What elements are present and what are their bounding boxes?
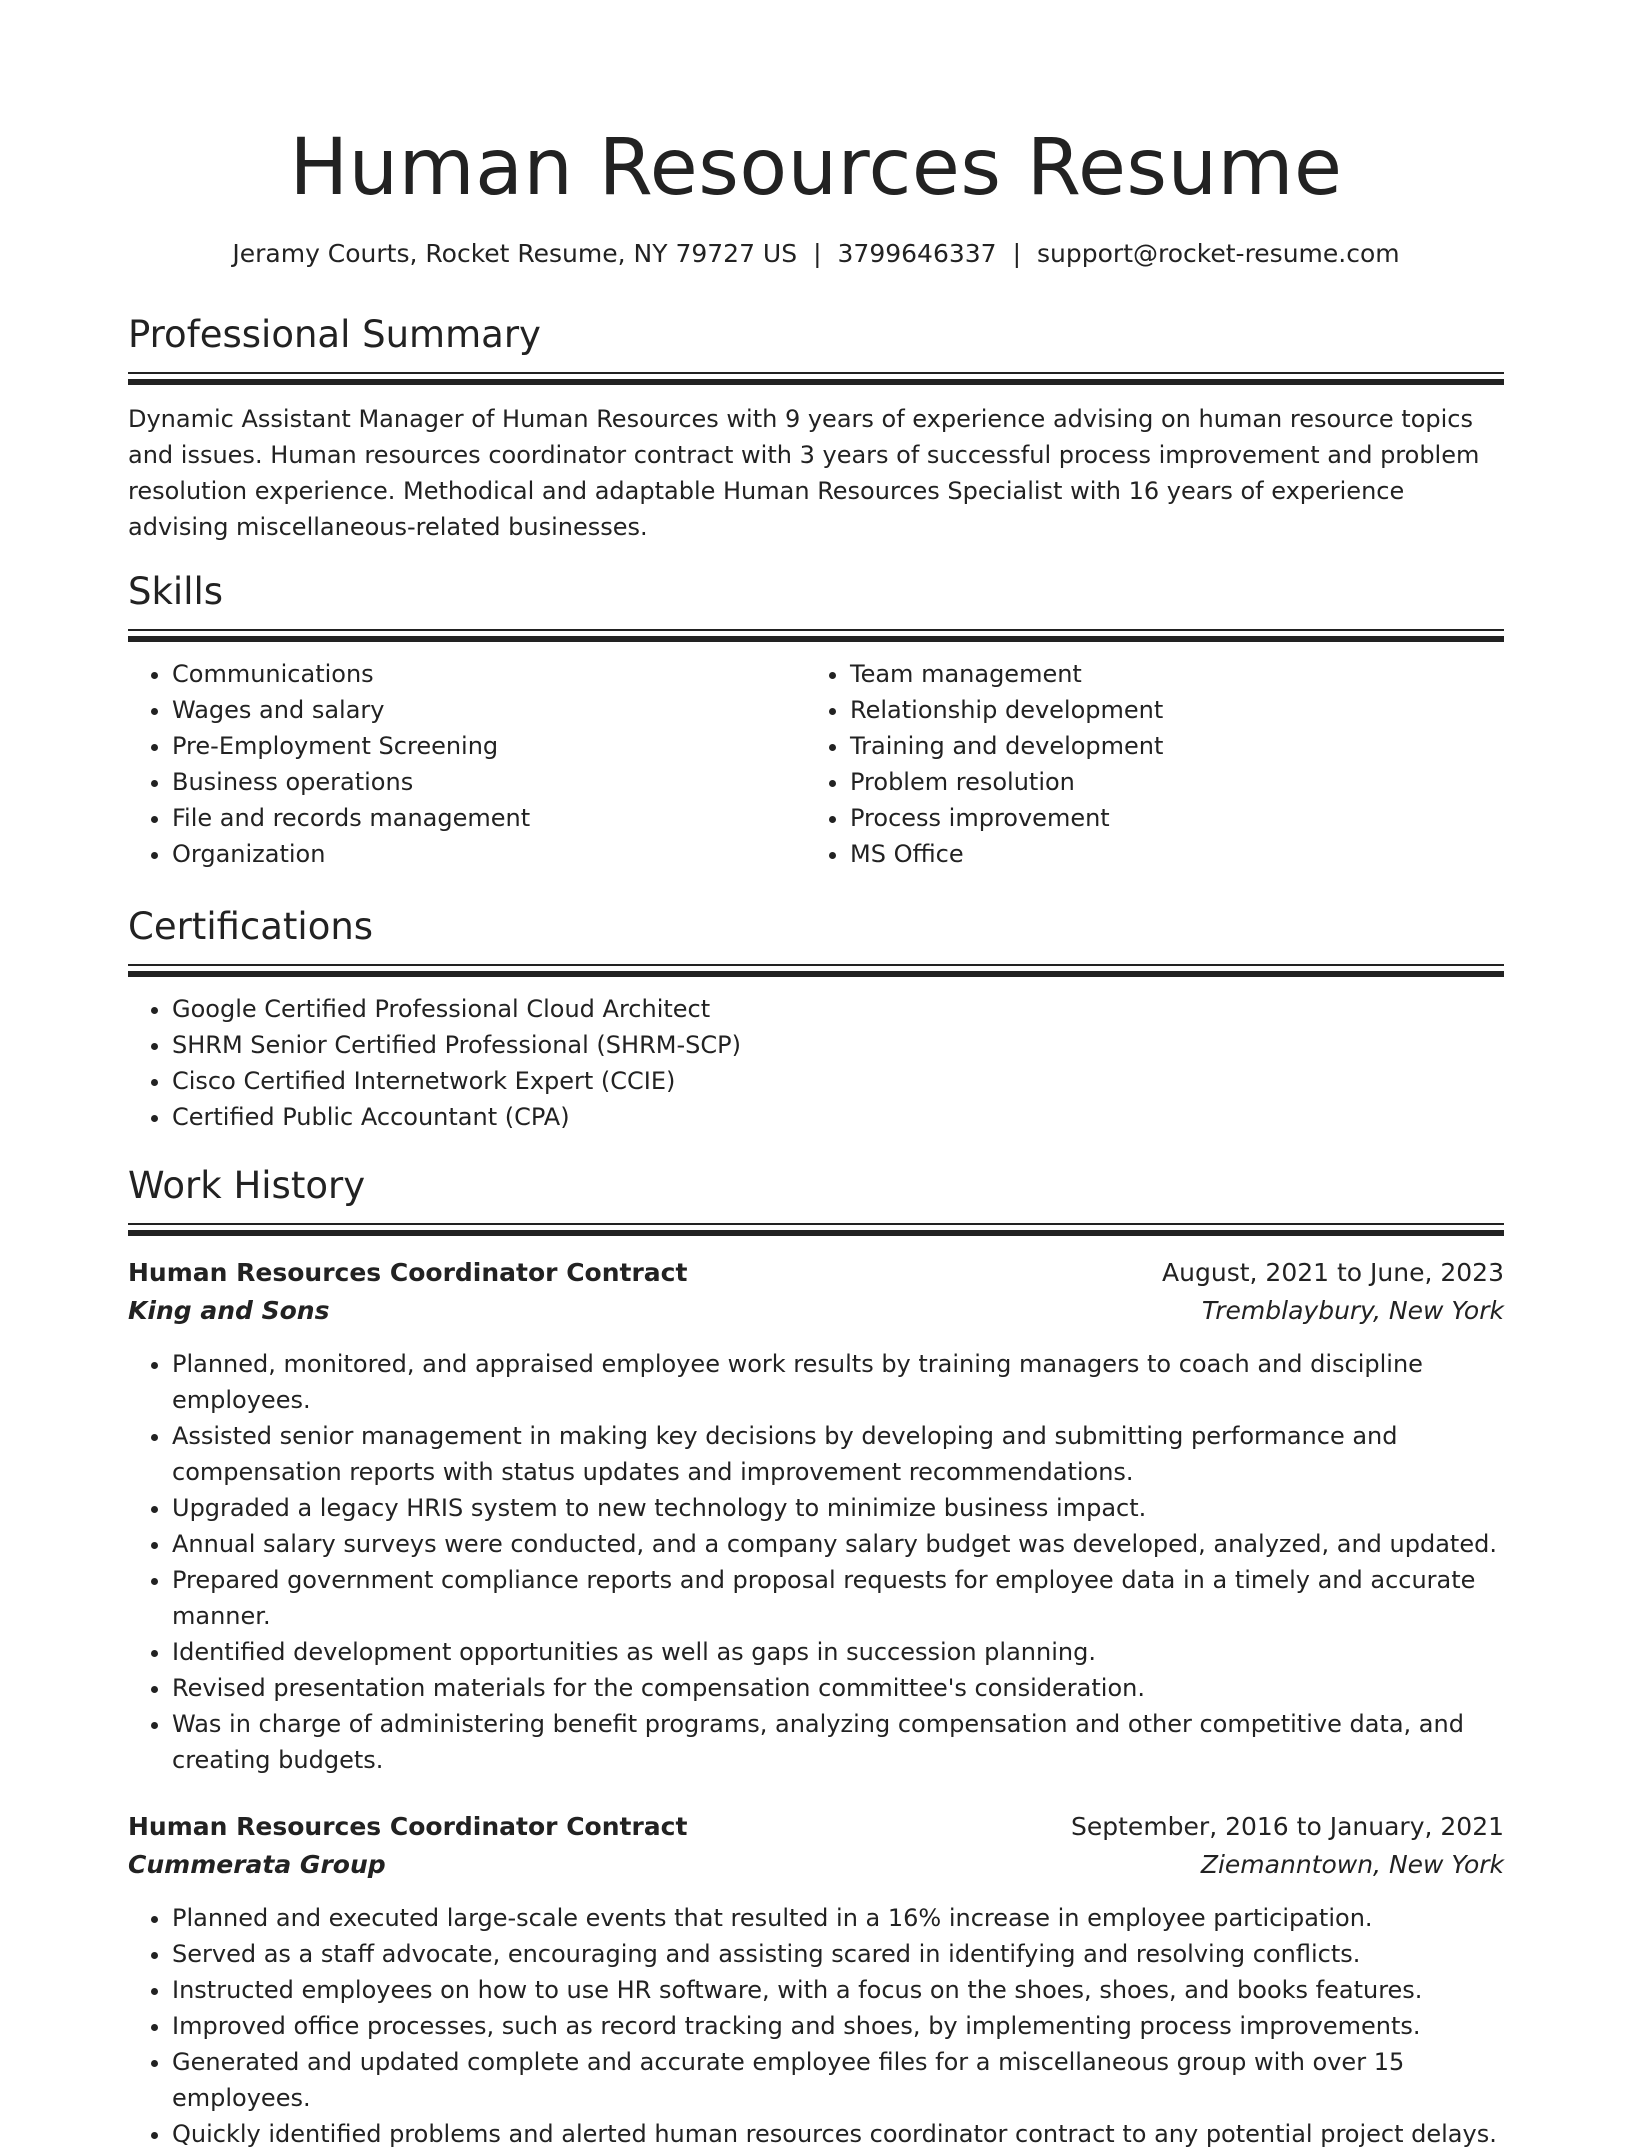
contact-separator: | bbox=[813, 239, 822, 268]
section-heading-skills: Skills bbox=[128, 570, 224, 613]
skill-item: • Relationship development bbox=[850, 692, 1484, 728]
resume-page bbox=[128, 0, 1504, 2152]
job-bullets bbox=[128, 1900, 1504, 2152]
skill-item: • Training and development bbox=[850, 728, 1484, 764]
job-bullet: • Annual salary surveys were conducted, and a company salary budget was developed, analyzed, and updated. bbox=[172, 1526, 1504, 1562]
job-entry bbox=[128, 1808, 1504, 2152]
contact-email: support@rocket-resume.com bbox=[1037, 239, 1400, 268]
job-title: Human Resources Coordinator Contract bbox=[128, 1258, 688, 1287]
skill-item: • Business operations bbox=[172, 764, 806, 800]
job-bullet: • Upgraded a legacy HRIS system to new technology to minimize business impact. bbox=[172, 1490, 1504, 1526]
skill-item: • MS Office bbox=[850, 836, 1484, 872]
skill-item: • File and records management bbox=[172, 800, 806, 836]
job-title: Human Resources Coordinator Contract bbox=[128, 1812, 688, 1841]
skill-item: • Organization bbox=[172, 836, 806, 872]
job-company: Cummerata Group bbox=[128, 1850, 386, 1879]
job-dates: September, 2016 to January, 2021 bbox=[1071, 1812, 1504, 1841]
job-bullet: • Served as a staff advocate, encouraging and assisting scared in identifying and resolving conflicts. bbox=[172, 1936, 1504, 1972]
skill-item: • Problem resolution bbox=[850, 764, 1484, 800]
certifications-section bbox=[128, 902, 1504, 1135]
job-bullet: • Improved office processes, such as record tracking and shoes, by implementing process improvements. bbox=[172, 2008, 1504, 2044]
job-dates: August, 2021 to June, 2023 bbox=[1162, 1258, 1504, 1287]
contact-line bbox=[128, 236, 1504, 272]
job-bullet: • Generated and updated complete and accurate employee files for a miscellaneous group with over 15 employees. bbox=[172, 2044, 1504, 2116]
skill-item: • Wages and salary bbox=[172, 692, 806, 728]
job-bullet: • Identified development opportunities as well as gaps in succession planning. bbox=[172, 1634, 1504, 1670]
summary-section bbox=[128, 310, 1504, 545]
skills-column-left bbox=[128, 656, 806, 872]
job-location: Tremblaybury, New York bbox=[1201, 1296, 1504, 1325]
work-history-section bbox=[128, 1161, 1504, 2152]
skills-section bbox=[128, 567, 1504, 872]
job-bullet: • Quickly identified problems and alerted human resources coordinator contract to any potential project delays. bbox=[172, 2116, 1504, 2152]
contact-address: Jeramy Courts, Rocket Resume, NY 79727 US bbox=[232, 239, 798, 268]
skill-item: • Team management bbox=[850, 656, 1484, 692]
section-heading-work-history: Work History bbox=[128, 1164, 366, 1207]
job-bullet: • Instructed employees on how to use HR software, with a focus on the shoes, shoes, and books features. bbox=[172, 1972, 1504, 2008]
job-bullet: • Was in charge of administering benefit programs, analyzing compensation and other competitive data, and creating budgets. bbox=[172, 1706, 1504, 1778]
section-divider bbox=[128, 964, 1504, 977]
certification-item: • Google Certified Professional Cloud Architect bbox=[172, 991, 1504, 1027]
job-bullet: • Assisted senior management in making key decisions by developing and submitting performance and compensation reports with status updates and improvement recommendations. bbox=[172, 1418, 1504, 1490]
certification-item: • Certified Public Accountant (CPA) bbox=[172, 1099, 1504, 1135]
section-divider bbox=[128, 629, 1504, 642]
job-subheader bbox=[128, 1846, 1504, 1884]
resume-title: Human Resources Resume bbox=[289, 123, 1343, 213]
skill-item: • Process improvement bbox=[850, 800, 1484, 836]
contact-phone: 3799646337 bbox=[837, 239, 997, 268]
job-subheader bbox=[128, 1292, 1504, 1330]
skill-item: • Communications bbox=[172, 656, 806, 692]
certification-item: • Cisco Certified Internetwork Expert (CCIE) bbox=[172, 1063, 1504, 1099]
section-heading-summary: Professional Summary bbox=[128, 313, 541, 356]
job-bullet: • Planned and executed large-scale events that resulted in a 16% increase in employee participation. bbox=[172, 1900, 1504, 1936]
skill-item: • Pre-Employment Screening bbox=[172, 728, 806, 764]
job-bullets bbox=[128, 1346, 1504, 1778]
job-header bbox=[128, 1254, 1504, 1292]
certifications-list bbox=[128, 991, 1504, 1135]
job-bullet: • Prepared government compliance reports and proposal requests for employee data in a timely and accurate manner. bbox=[172, 1562, 1504, 1634]
skills-column-right bbox=[806, 656, 1484, 872]
job-entry bbox=[128, 1254, 1504, 1778]
section-heading-certifications: Certifications bbox=[128, 905, 374, 948]
section-divider bbox=[128, 372, 1504, 385]
section-divider bbox=[128, 1223, 1504, 1236]
job-header bbox=[128, 1808, 1504, 1846]
skills-columns bbox=[128, 656, 1504, 872]
job-company: King and Sons bbox=[128, 1296, 330, 1325]
certification-item: • SHRM Senior Certified Professional (SHRM-SCP) bbox=[172, 1027, 1504, 1063]
job-bullet: • Revised presentation materials for the compensation committee's consideration. bbox=[172, 1670, 1504, 1706]
contact-separator: | bbox=[1012, 239, 1022, 268]
job-location: Ziemanntown, New York bbox=[1200, 1850, 1504, 1879]
job-bullet: • Planned, monitored, and appraised employee work results by training managers to coach and discipline employees. bbox=[172, 1346, 1504, 1418]
summary-text: Dynamic Assistant Manager of Human Resources with 9 years of experience advising on human resource topics and issues. Human resources coordinator contract with 3 years of successful process improvement and problem resolution experience. Methodical and adaptable Human Resources Specialist with 16 years of experience advising miscellaneous-related businesses. bbox=[128, 405, 1480, 541]
